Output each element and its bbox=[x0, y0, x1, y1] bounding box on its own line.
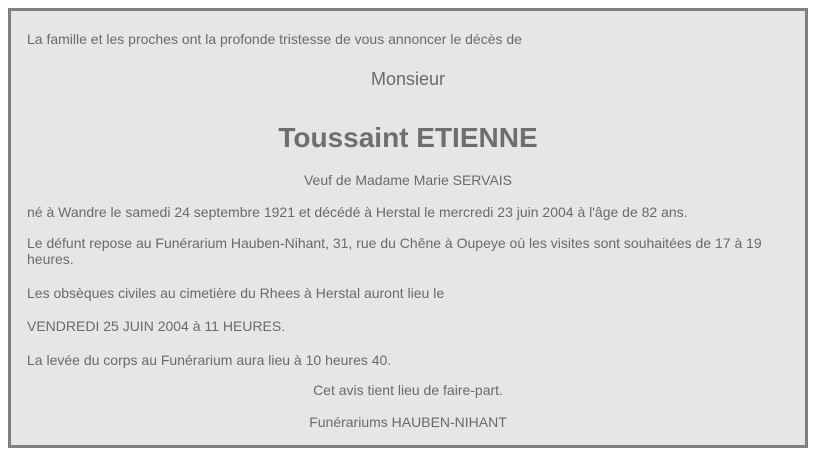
spouse-line: Veuf de Madame Marie SERVAIS bbox=[303, 172, 513, 188]
death-notice-panel bbox=[8, 8, 808, 448]
resting-place-line: Le défunt repose au Funérarium Hauben-Nihant, 31, rue du Chêne à Oupeye où les visites sont souhaitées de 17 à 19 heures. bbox=[27, 235, 762, 267]
faire-part-line: Cet avis tient lieu de faire-part. bbox=[313, 382, 503, 398]
intro-text: La famille et les proches ont la profonde tristesse de vous annoncer le décès de bbox=[27, 31, 522, 47]
viewing-line: La levée du corps au Funérarium aura lieu à 10 heures 40. bbox=[27, 352, 392, 368]
birth-death-line: né à Wandre le samedi 24 septembre 1921 et décédé à Herstal le mercredi 23 juin 2004 à l'âge de 82 ans. bbox=[27, 204, 688, 220]
deceased-name: Toussaint ETIENNE bbox=[278, 122, 538, 153]
ceremony-line: Les obsèques civiles au cimetière du Rhees à Herstal auront lieu le bbox=[27, 285, 445, 301]
funeral-home-signature: Funérariums HAUBEN-NIHANT bbox=[309, 414, 507, 430]
ceremony-date: VENDREDI 25 JUIN 2004 à 11 HEURES. bbox=[27, 318, 286, 334]
title-prefix: Monsieur bbox=[370, 69, 446, 89]
